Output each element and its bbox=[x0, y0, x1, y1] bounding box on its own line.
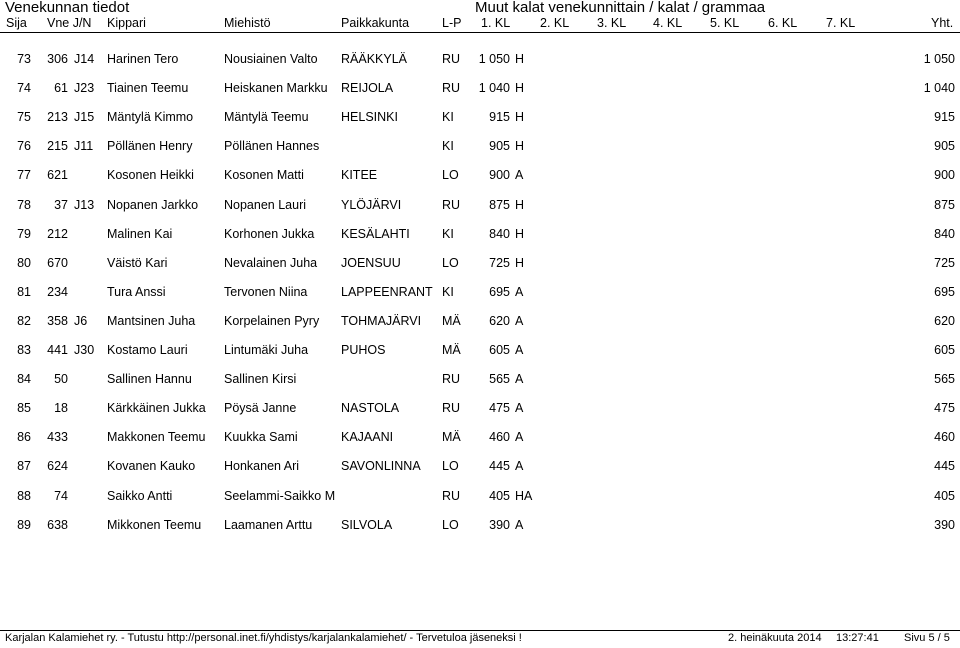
cell-kl1-kala: A bbox=[515, 284, 524, 299]
cell-jn: J23 bbox=[74, 81, 95, 96]
cell-paikkakunta: SILVOLA bbox=[341, 517, 393, 532]
table-row bbox=[0, 430, 960, 459]
cell-miehisto: Sallinen Kirsi bbox=[224, 372, 297, 387]
cell-paikkakunta: PUHOS bbox=[341, 343, 386, 357]
cell-kippari: Mäntylä Kimmo bbox=[107, 110, 194, 125]
cell-miehisto: Nevalainen Juha bbox=[224, 255, 318, 270]
cell-miehisto: Kosonen Matti bbox=[224, 168, 304, 183]
cell-kippari: Väistö Kari bbox=[107, 255, 168, 270]
footer-date: 2. heinäkuuta 2014 bbox=[728, 632, 822, 644]
cell-lp: RU bbox=[442, 372, 461, 387]
cell-kl1-kala: H bbox=[515, 139, 525, 154]
table-row bbox=[0, 372, 960, 401]
cell-miehisto: Pöllänen Hannes bbox=[224, 139, 320, 154]
cell-sija: 85 bbox=[17, 401, 31, 416]
cell-jn: J15 bbox=[74, 110, 95, 125]
cell-kippari: Malinen Kai bbox=[107, 226, 173, 241]
cell-lp: KI bbox=[442, 226, 454, 241]
cell-kl1-kala: A bbox=[515, 459, 524, 474]
cell-kippari: Kärkkäinen Jukka bbox=[107, 401, 206, 416]
cell-sija: 83 bbox=[17, 343, 31, 357]
cell-kl1-kala: H bbox=[515, 255, 525, 270]
cell-lp: LO bbox=[442, 517, 459, 532]
cell-lp: KI bbox=[442, 139, 454, 154]
cell-kl1: 1 050 bbox=[478, 52, 510, 66]
cell-kl1-kala: A bbox=[515, 343, 524, 357]
cell-paikkakunta: LAPPEENRANT bbox=[341, 284, 433, 299]
table-row bbox=[0, 256, 960, 285]
cell-miehisto: Lintumäki Juha bbox=[224, 343, 309, 357]
cell-lp: MÄ bbox=[442, 430, 461, 445]
cell-vne: 212 bbox=[47, 226, 68, 241]
cell-yht: 695 bbox=[934, 284, 955, 299]
cell-kl1: 565 bbox=[489, 372, 510, 387]
cell-miehisto: Mäntylä Teemu bbox=[224, 110, 309, 125]
cell-sija: 73 bbox=[17, 52, 31, 66]
cell-lp: MÄ bbox=[442, 343, 461, 357]
cell-sija: 84 bbox=[17, 372, 31, 387]
cell-yht: 875 bbox=[934, 197, 955, 212]
cell-sija: 80 bbox=[17, 255, 31, 270]
cell-kippari: Kostamo Lauri bbox=[107, 343, 188, 357]
cell-kl1: 460 bbox=[489, 430, 510, 445]
cell-yht: 445 bbox=[934, 459, 955, 474]
col-kl4: 4. KL bbox=[653, 16, 683, 30]
col-kl5: 5. KL bbox=[710, 16, 740, 30]
cell-kippari: Saikko Antti bbox=[107, 488, 173, 503]
cell-vne: 234 bbox=[47, 284, 68, 299]
cell-lp: MÄ bbox=[442, 313, 461, 328]
cell-kl1-kala: H bbox=[515, 81, 525, 96]
cell-yht: 475 bbox=[934, 401, 955, 416]
cell-vne: 74 bbox=[54, 488, 68, 503]
cell-jn: J14 bbox=[74, 52, 95, 66]
cell-kippari: Sallinen Hannu bbox=[107, 372, 192, 387]
table-row bbox=[0, 343, 960, 372]
cell-yht: 390 bbox=[934, 517, 955, 532]
cell-miehisto: Seelammi-Saikko M bbox=[224, 488, 336, 503]
table-row bbox=[0, 52, 960, 81]
cell-yht: 725 bbox=[934, 255, 955, 270]
cell-sija: 75 bbox=[17, 110, 31, 125]
table-row bbox=[0, 401, 960, 430]
cell-sija: 76 bbox=[17, 139, 31, 154]
cell-lp: LO bbox=[442, 459, 459, 474]
cell-kl1-kala: H bbox=[515, 226, 525, 241]
cell-vne: 213 bbox=[47, 110, 68, 125]
cell-paikkakunta: REIJOLA bbox=[341, 81, 394, 96]
cell-kl1: 915 bbox=[489, 110, 510, 125]
cell-kl1-kala: A bbox=[515, 430, 524, 445]
cell-kl1-kala: A bbox=[515, 313, 524, 328]
cell-vne: 638 bbox=[47, 517, 68, 532]
cell-paikkakunta: TOHMAJÄRVI bbox=[341, 313, 422, 328]
footer-page: Sivu 5 / 5 bbox=[904, 632, 950, 644]
table-row bbox=[0, 285, 960, 314]
cell-yht: 405 bbox=[934, 488, 955, 503]
cell-paikkakunta: KITEE bbox=[341, 168, 378, 183]
cell-paikkakunta: NASTOLA bbox=[341, 401, 400, 416]
table-row bbox=[0, 314, 960, 343]
cell-yht: 605 bbox=[934, 343, 955, 357]
cell-vne: 624 bbox=[47, 459, 68, 474]
cell-miehisto: Nousiainen Valto bbox=[224, 52, 318, 66]
cell-kippari: Kosonen Heikki bbox=[107, 168, 194, 183]
header-divider bbox=[0, 32, 960, 33]
cell-kl1: 905 bbox=[489, 139, 510, 154]
cell-yht: 460 bbox=[934, 430, 955, 445]
cell-yht: 1 040 bbox=[923, 81, 955, 96]
cell-vne: 670 bbox=[47, 255, 68, 270]
cell-paikkakunta: SAVONLINNA bbox=[341, 459, 421, 474]
col-kl2: 2. KL bbox=[540, 16, 570, 30]
cell-paikkakunta: HELSINKI bbox=[341, 110, 398, 125]
table-row bbox=[0, 227, 960, 256]
cell-sija: 82 bbox=[17, 313, 31, 328]
cell-jn: J30 bbox=[74, 343, 95, 357]
cell-yht: 905 bbox=[934, 139, 955, 154]
cell-kl1: 405 bbox=[489, 488, 510, 503]
cell-vne: 358 bbox=[47, 313, 68, 328]
cell-kl1: 445 bbox=[489, 459, 510, 474]
report-title: Muut kalat venekunnittain / kalat / grammaa bbox=[475, 0, 766, 16]
cell-vne: 50 bbox=[54, 372, 68, 387]
cell-lp: RU bbox=[442, 197, 461, 212]
cell-kippari: Harinen Tero bbox=[107, 52, 179, 66]
cell-kl1: 390 bbox=[489, 517, 510, 532]
cell-kl1: 900 bbox=[489, 168, 510, 183]
cell-sija: 87 bbox=[17, 459, 31, 474]
cell-miehisto: Nopanen Lauri bbox=[224, 197, 307, 212]
col-lp: L-P bbox=[442, 16, 462, 30]
cell-kl1-kala: HA bbox=[515, 488, 533, 503]
footer-time: 13:27:41 bbox=[836, 632, 879, 644]
footer-divider bbox=[0, 630, 960, 631]
cell-vne: 441 bbox=[47, 343, 68, 357]
table-row bbox=[0, 168, 960, 197]
cell-kippari: Makkonen Teemu bbox=[107, 430, 206, 445]
col-kippari: Kippari bbox=[107, 16, 146, 30]
cell-miehisto: Korhonen Jukka bbox=[224, 226, 315, 241]
cell-jn: J11 bbox=[74, 139, 94, 154]
cell-jn: J6 bbox=[74, 313, 88, 328]
cell-paikkakunta: JOENSUU bbox=[341, 255, 401, 270]
cell-yht: 915 bbox=[934, 110, 955, 125]
cell-vne: 306 bbox=[47, 52, 68, 66]
table-row bbox=[0, 198, 960, 227]
col-vne-jn: Vne J/N bbox=[47, 16, 92, 30]
cell-kl1: 695 bbox=[489, 284, 510, 299]
col-kl6: 6. KL bbox=[768, 16, 798, 30]
cell-sija: 86 bbox=[17, 430, 31, 445]
cell-vne: 433 bbox=[47, 430, 68, 445]
cell-kippari: Pöllänen Henry bbox=[107, 139, 193, 154]
cell-kl1: 875 bbox=[489, 197, 510, 212]
cell-kl1: 1 040 bbox=[478, 81, 510, 96]
cell-kl1-kala: A bbox=[515, 372, 524, 387]
cell-sija: 88 bbox=[17, 488, 31, 503]
cell-lp: RU bbox=[442, 52, 461, 66]
cell-vne: 215 bbox=[47, 139, 68, 154]
cell-lp: LO bbox=[442, 168, 459, 183]
cell-sija: 79 bbox=[17, 226, 31, 241]
cell-miehisto: Honkanen Ari bbox=[224, 459, 300, 474]
cell-miehisto: Tervonen Niina bbox=[224, 284, 308, 299]
cell-miehisto: Laamanen Arttu bbox=[224, 517, 313, 532]
table-row bbox=[0, 110, 960, 139]
cell-kl1-kala: A bbox=[515, 401, 524, 416]
cell-sija: 78 bbox=[17, 197, 31, 212]
cell-vne: 37 bbox=[54, 197, 68, 212]
cell-miehisto: Korpelainen Pyry bbox=[224, 313, 320, 328]
cell-yht: 900 bbox=[934, 168, 955, 183]
cell-lp: RU bbox=[442, 401, 461, 416]
col-kl7: 7. KL bbox=[826, 16, 856, 30]
cell-miehisto: Kuukka Sami bbox=[224, 430, 298, 445]
cell-paikkakunta: KESÄLAHTI bbox=[341, 226, 410, 241]
cell-miehisto: Heiskanen Markku bbox=[224, 81, 328, 96]
cell-kl1-kala: A bbox=[515, 517, 524, 532]
cell-lp: RU bbox=[442, 488, 461, 503]
cell-kl1-kala: H bbox=[515, 197, 525, 212]
table-row bbox=[0, 139, 960, 168]
cell-kippari: Mantsinen Juha bbox=[107, 313, 196, 328]
cell-kippari: Tura Anssi bbox=[107, 284, 166, 299]
cell-kl1: 475 bbox=[489, 401, 510, 416]
table-row bbox=[0, 518, 960, 547]
cell-lp: LO bbox=[442, 255, 459, 270]
col-miehisto: Miehistö bbox=[224, 16, 271, 30]
cell-kl1-kala: H bbox=[515, 110, 525, 125]
cell-vne: 621 bbox=[47, 168, 68, 183]
cell-kl1-kala: H bbox=[515, 52, 525, 66]
cell-yht: 565 bbox=[934, 372, 955, 387]
cell-paikkakunta: KAJAANI bbox=[341, 430, 394, 445]
cell-miehisto: Pöysä Janne bbox=[224, 401, 297, 416]
cell-paikkakunta: YLÖJÄRVI bbox=[341, 197, 402, 212]
cell-lp: KI bbox=[442, 284, 454, 299]
col-paikkakunta: Paikkakunta bbox=[341, 16, 410, 30]
cell-kl1: 840 bbox=[489, 226, 510, 241]
col-sija: Sija bbox=[6, 16, 27, 30]
cell-kippari: Mikkonen Teemu bbox=[107, 517, 202, 532]
cell-kl1: 605 bbox=[489, 343, 510, 357]
table-row bbox=[0, 459, 960, 488]
cell-sija: 89 bbox=[17, 517, 31, 532]
cell-sija: 81 bbox=[17, 284, 31, 299]
footer-note: Karjalan Kalamiehet ry. - Tutustu http://personal.inet.fi/yhdistys/karjalankalamiehet/ - Tervetuloa jäseneksi ! bbox=[5, 632, 522, 644]
cell-sija: 77 bbox=[17, 168, 31, 183]
cell-paikkakunta: RÄÄKKYLÄ bbox=[341, 52, 408, 66]
cell-kl1-kala: A bbox=[515, 168, 524, 183]
table-row bbox=[0, 489, 960, 518]
document-title: Venekunnan tiedot bbox=[5, 0, 130, 16]
cell-lp: KI bbox=[442, 110, 454, 125]
cell-kippari: Tiainen Teemu bbox=[107, 81, 189, 96]
cell-yht: 840 bbox=[934, 226, 955, 241]
cell-vne: 61 bbox=[54, 81, 68, 96]
table-row bbox=[0, 81, 960, 110]
col-kl3: 3. KL bbox=[597, 16, 627, 30]
cell-kippari: Nopanen Jarkko bbox=[107, 197, 199, 212]
cell-yht: 1 050 bbox=[923, 52, 955, 66]
cell-kippari: Kovanen Kauko bbox=[107, 459, 196, 474]
cell-lp: RU bbox=[442, 81, 461, 96]
col-kl1: 1. KL bbox=[481, 16, 511, 30]
cell-yht: 620 bbox=[934, 313, 955, 328]
col-yht: Yht. bbox=[931, 16, 954, 30]
cell-kl1: 725 bbox=[489, 255, 510, 270]
cell-vne: 18 bbox=[54, 401, 68, 416]
cell-kl1: 620 bbox=[489, 313, 510, 328]
cell-sija: 74 bbox=[17, 81, 31, 96]
cell-jn: J13 bbox=[74, 197, 95, 212]
